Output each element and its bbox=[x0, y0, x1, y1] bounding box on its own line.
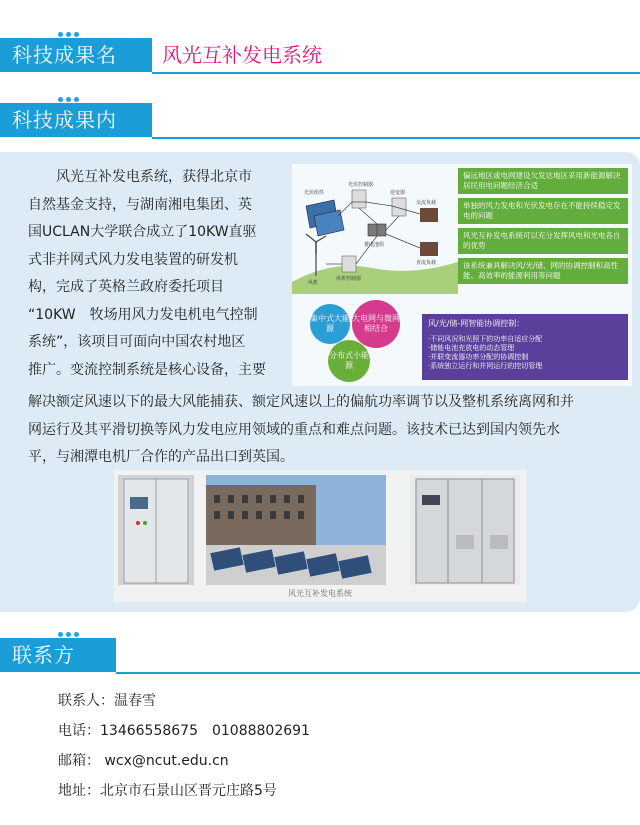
intro-paragraph bbox=[28, 164, 290, 384]
control-item: ·储能电池充放电的动态管理 bbox=[428, 344, 515, 352]
para-line: 网运行及其平滑切换等风力发电应用领域的重点和难点问题。该技术已达到国内领先水 bbox=[28, 421, 560, 438]
control-item: ·不同风况和光照下的功率自适应分配 bbox=[428, 335, 543, 343]
para-line: 式非并网式风力发电装置的研发机 bbox=[28, 251, 238, 268]
system-schematic bbox=[292, 164, 458, 294]
para-line: 构，完成了英格兰政府委托项目 bbox=[28, 279, 224, 295]
control-box bbox=[422, 314, 628, 380]
control-title: 风/光/储-网智能协调控制： bbox=[428, 319, 525, 328]
solar-array-photo bbox=[206, 475, 386, 585]
decor-dots bbox=[58, 97, 79, 102]
svg-text:风机控制器: 风机控制器 bbox=[336, 276, 362, 282]
divider bbox=[116, 672, 640, 674]
para-line: 推广。变流控制系统是核心设备，主要 bbox=[28, 361, 266, 378]
benefit-box: 偏远地区或电网建设欠发达地区采用新能源解决居民用电问题经济合适 bbox=[458, 168, 628, 194]
contact-person: 联系人：温春雪 bbox=[58, 693, 156, 709]
control-cabinet-photo bbox=[118, 475, 194, 585]
svg-text:光伏控制器: 光伏控制器 bbox=[348, 182, 374, 188]
control-item: ·并联变流器功率分配的协调控制 bbox=[428, 353, 529, 361]
section-content-header bbox=[0, 103, 640, 137]
achievement-name: 风光互补发电系统 bbox=[162, 43, 322, 67]
contact-address: 地址：北京市石景山区晋元庄路5号 bbox=[58, 783, 277, 799]
para-line: 系统”，该项目可面向中国农村地区 bbox=[28, 334, 246, 350]
para-line: 风光互补发电系统，获得北京市 bbox=[56, 169, 252, 185]
svg-text:蓄电池组: 蓄电池组 bbox=[364, 242, 385, 248]
para-line: 自然基金支持，与湖南湘电集团、英 bbox=[28, 196, 252, 213]
energy-circle: 分布式小能源 bbox=[328, 340, 370, 382]
benefit-box: 风光互补发电系统可以充分发挥风电和光电各自的优势 bbox=[458, 228, 628, 254]
control-item: ·系统独立运行和并网运行的控切管理 bbox=[428, 362, 543, 370]
full-paragraph bbox=[28, 389, 628, 472]
photo-caption: 风光互补发电系统 bbox=[288, 589, 352, 598]
solar-panel-icon bbox=[306, 200, 344, 236]
svg-text:光伏组件: 光伏组件 bbox=[304, 190, 325, 196]
section-label: 联系方式： bbox=[0, 638, 116, 672]
section-label: 科技成果名称： bbox=[0, 38, 152, 72]
divider bbox=[152, 137, 640, 139]
para-line: 解决额定风速以下的最大风能捕获、额定风速以上的偏航功率调节以及整机系统离网和并 bbox=[28, 394, 574, 410]
svg-text:风机: 风机 bbox=[308, 280, 319, 286]
energy-circle: 集中式大能源 bbox=[310, 304, 350, 344]
section-label: 科技成果内 bbox=[0, 103, 152, 137]
energy-circle: 大电网与微网相结合 bbox=[352, 300, 400, 348]
photo-strip bbox=[114, 470, 526, 602]
para-line: 平，与湘潭电机厂合作的产品出口到英国。 bbox=[28, 449, 294, 465]
decor-dots bbox=[58, 32, 79, 37]
section-title-header bbox=[0, 38, 640, 101]
inverter-cabinet-photo bbox=[410, 475, 520, 585]
para-line: 国UCLAN大学联合成立了10KW直驱 bbox=[28, 224, 257, 240]
benefit-box: 单独的风力发电和光伏发电存在不能持续稳定发电的问题 bbox=[458, 198, 628, 224]
decor-dots bbox=[58, 632, 79, 637]
divider bbox=[152, 72, 640, 74]
contact-phone: 电话：13466558675 01088802691 bbox=[58, 723, 310, 739]
svg-text:逆变器: 逆变器 bbox=[390, 190, 406, 196]
svg-text:交流负载: 交流负载 bbox=[416, 200, 437, 206]
system-diagram bbox=[292, 164, 632, 386]
benefit-box: 该系统兼具解决风/光/储、网的协调控制和高性能、高效率的能源利用等问题 bbox=[458, 258, 628, 284]
contact-email[interactable]: 邮箱： wcx@ncut.edu.cn bbox=[58, 753, 229, 769]
para-line: “10KW 牧场用风力发电机电气控制 bbox=[28, 306, 258, 323]
svg-text:直流负载: 直流负载 bbox=[416, 260, 437, 266]
